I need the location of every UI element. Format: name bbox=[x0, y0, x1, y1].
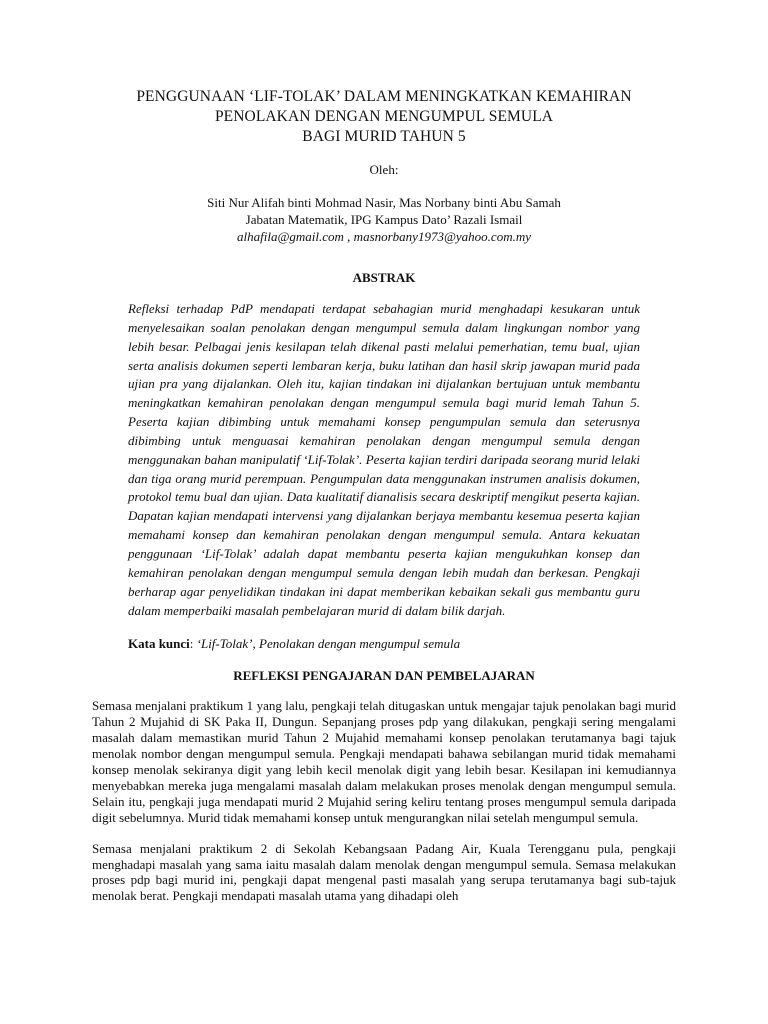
paper-title bbox=[92, 0, 676, 147]
keywords-separator: : bbox=[189, 636, 197, 652]
body-paragraph-2: Semasa menjalani praktikum 2 di Sekolah Kebangsaan Padang Air, Kuala Terengganu pula, pengkaji menghadapi masalah yang sama iaitu masalah dalam menolak dengan mengumpul semula. Semasa melakukan proses pdp bagi murid ini, pengkaji dapat mengenal pasti masalah yang serupa terutamanya bagi sub-tajuk menolak berat. Pengkaji mendapati masalah utama yang dihadapi oleh bbox=[92, 840, 676, 904]
keywords-line bbox=[128, 635, 640, 653]
author-affiliation: Jabatan Matematik, IPG Kampus Dato’ Razali Ismail bbox=[245, 212, 523, 227]
title-line-2: PENOLAKAN DENGAN MENGUMPUL SEMULA bbox=[214, 108, 554, 125]
section-heading: REFLEKSI PENGAJARAN DAN PEMBELAJARAN bbox=[233, 668, 535, 684]
body-paragraph-1: Semasa menjalani praktikum 1 yang lalu, pengkaji telah ditugaskan untuk mengajar tajuk penolakan bagi murid Tahun 2 Mujahid di SK Paka II, Dungun. Sepanjang proses pdp yang dilakukan, pengkaji sering mengalami masalah dalam memastikan murid Tahun 2 Mujahid memahami konsep penolakan terutamanya bagi tajuk menolak nombor dengan mengumpul semula. Pengkaji mendapati bahawa sebilangan murid tidak memahami konsep menolak sekiranya digit yang lebih kecil menolak digit yang lebih besar. Kesilapan ini kemudiannya menyebabkan mereka juga mengalami masalah dalam melakukan proses menolak dengan mengumpul semula. Selain itu, pengkaji juga mendapati murid 2 Mujahid sering keliru tentang proses mengumpul semula daripada digit sebelumnya. Murid tidak memahami konsep untuk mengurangkan nilai setelah mengumpul semula. bbox=[92, 698, 676, 825]
abstract-text: Refleksi terhadap PdP mendapati terdapat sebahagian murid menghadapi kesukaran untuk menyelesaikan soalan penolakan dengan mengumpul semula dalam lingkungan nombor yang lebih besar. Pelbagai jenis kesilapan telah dikenal pasti melalui pemerhatian, temu bual, ujian serta analisis dokumen seperti lembaran kerja, buku latihan dan hasil skrip jawapan murid pada ujian pra yang dijalankan. Oleh itu, kajian tindakan ini dijalankan bertujuan untuk membantu meningkatkan kemahiran penolakan dengan mengumpul semula bagi murid lemah Tahun 5. Peserta kajian dibimbing untuk memahami konsep pengumpulan semula dan seterusnya dibimbing untuk menguasai kemahiran penolakan dengan mengumpul semula dengan menggunakan bahan manipulatif ‘Lif-Tolak’. Peserta kajian terdiri daripada seorang murid lelaki dan tiga orang murid perempuan. Pengumpulan data menggunakan instrumen analisis dokumen, protokol temu bual dan ujian. Data kualitatif dianalisis secara deskriptif mengikut peserta kajian. Dapatan kajian mendapati intervensi yang dijalankan berjaya membantu kesemua peserta kajian memahami konsep dan kemahiran penolakan dengan mengumpul semula. Antara kekuatan penggunaan ‘Lif-Tolak’ adalah dapat membantu peserta kajian mengukuhkan konsep dan kemahiran penolakan dengan mengumpul semula dengan lebih mudah dan berkesan. Pengkaji berharap agar penyelidikan tindakan ini dapat memberikan kebaikan sekali gus membantu guru dalam memperbaiki masalah pembelajaran murid di dalam bilik darjah. bbox=[128, 301, 640, 618]
title-line-3: BAGI MURID TAHUN 5 bbox=[302, 128, 466, 145]
title-line-1: PENGGUNAAN ‘LIF-TOLAK’ DALAM MENINGKATKAN KEMAHIRAN bbox=[136, 88, 632, 105]
abstract-heading: ABSTRAK bbox=[352, 270, 416, 285]
keywords-text: ‘Lif-Tolak’, Penolakan dengan mengumpul semula bbox=[196, 636, 461, 652]
byline: Oleh: bbox=[369, 162, 399, 177]
author-names: Siti Nur Alifah binti Mohmad Nasir, Mas Norbany binti Abu Samah bbox=[207, 195, 561, 210]
author-emails: alhafila@gmail.com , masnorbany1973@yahoo.com.my bbox=[237, 229, 531, 244]
keywords-label: Kata kunci bbox=[128, 636, 190, 652]
